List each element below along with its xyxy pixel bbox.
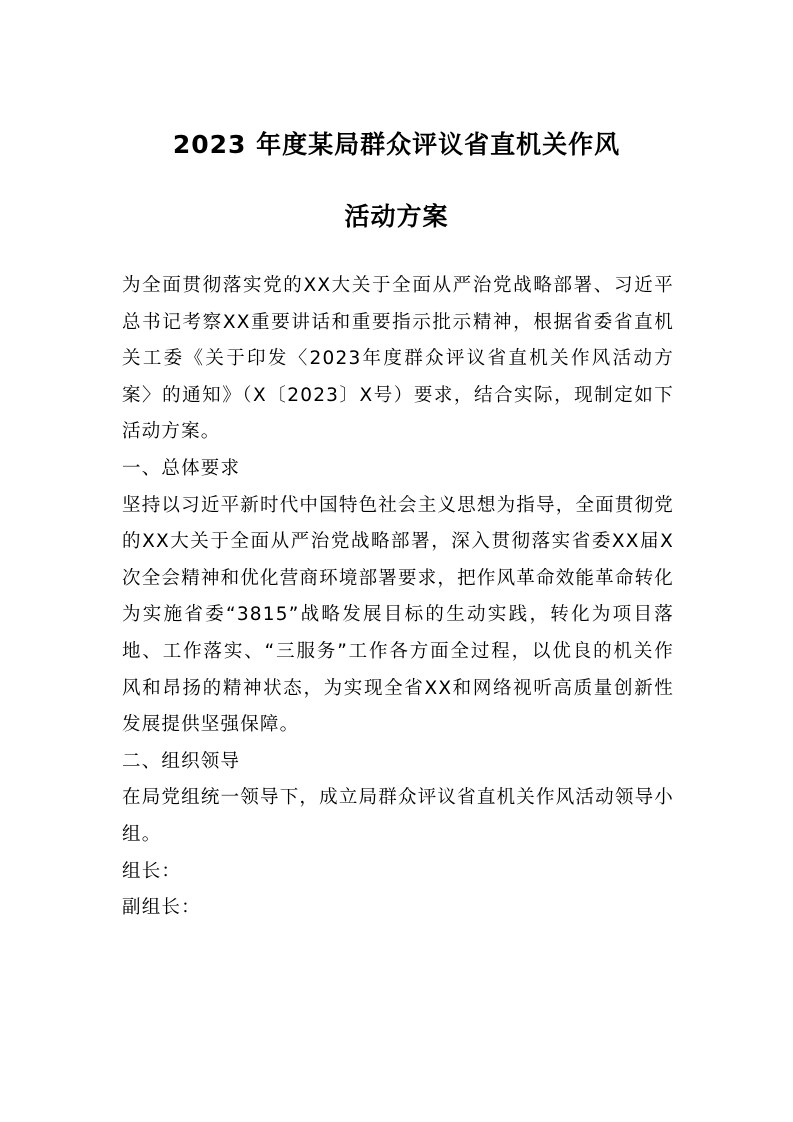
section-heading-general-requirements: 一、总体要求 <box>122 457 241 479</box>
document-title-line-2: 活动方案 <box>344 202 449 231</box>
general-requirements-paragraph: 坚持以习近平新时代中国特色社会主义思想为指导，全面贯彻党的XX大关于全面从严治党战略部署，深入贯彻落实省委XX届X次全会精神和优化营商环境部署要求，把作风革命效能革命转化为实施省委“3815”战略发展目标的生动实践，转化为项目落地、工作落实、“三服务”工作各方面全过程，以优良的机关作风和昂扬的精神状态，为实现全省XX和网络视听高质量创新性发展提供坚强保障。 <box>122 494 674 736</box>
section-heading-organization-leadership: 二、组织领导 <box>122 750 241 772</box>
leadership-paragraph: 在局党组统一领导下，成立局群众评议省直机关作风活动领导小组。 <box>122 787 674 845</box>
deputy-team-leader-line: 副组长： <box>122 897 201 919</box>
intro-paragraph: 为全面贯彻落实党的XX大关于全面从严治党战略部署、习近平总书记考察XX重要讲话和重要指示批示精神，根据省委省直机关工委《关于印发〈2023年度群众评议省直机关作风活动方案〉的通知》（X〔2023〕X号）要求，结合实际，现制定如下活动方案。 <box>122 275 674 443</box>
document-title-line-1: 2023 年度某局群众评议省直机关作风 <box>172 130 621 159</box>
document-body <box>122 268 674 927</box>
team-leader-line: 组长： <box>122 860 182 882</box>
